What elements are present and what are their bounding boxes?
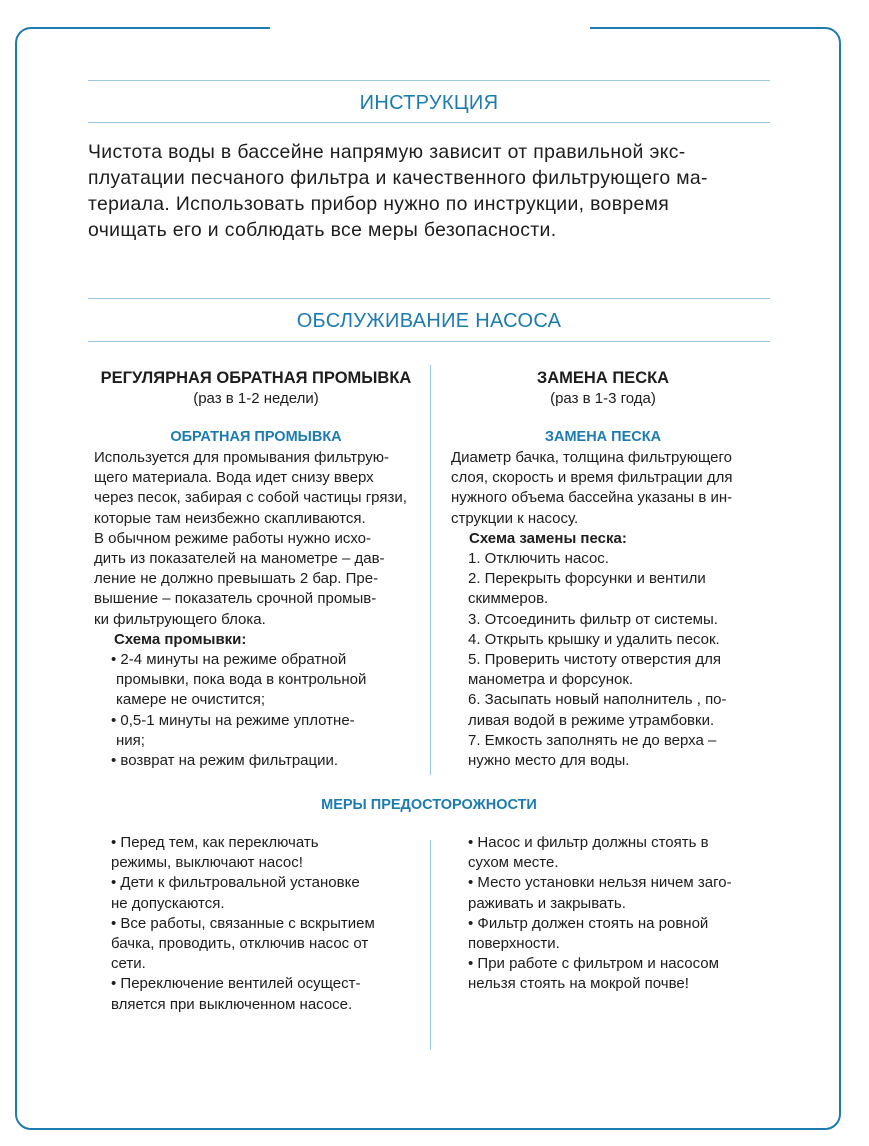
list-item-continuation: ливая водой в режиме утрамбовки.	[468, 711, 715, 729]
sand-replacement-frequency: (раз в 1-3 года)	[550, 390, 656, 407]
list-item: 4. Открыть крышку и удалить песок.	[468, 630, 720, 648]
text-line: которые там неизбежно скапливаются.	[94, 509, 366, 527]
list-item-continuation: сети.	[111, 955, 146, 973]
scheme-title: Схема замены песка:	[469, 529, 627, 547]
list-item: • 0,5-1 минуты на режиме уплотне-	[111, 711, 355, 729]
divider-line	[88, 341, 770, 342]
text-line: ки фильтрующего блока.	[94, 610, 266, 628]
text-line: вышение – показатель срочной промыв-	[94, 590, 377, 608]
column-divider	[430, 365, 431, 775]
list-item: • Перед тем, как переключать	[111, 834, 319, 851]
precautions-heading: МЕРЫ ПРЕДОСТОРОЖНОСТИ	[321, 797, 537, 813]
list-item-continuation: бачка, проводить, отключив насос от	[111, 935, 369, 953]
list-item-continuation: сухом месте.	[468, 854, 559, 872]
list-item-continuation: скиммеров.	[468, 590, 549, 608]
list-item-continuation: промывки, пока вода в контрольной	[116, 671, 367, 689]
frame-gap	[270, 24, 590, 32]
list-item: 6. Засыпать новый наполнитель , по-	[468, 691, 727, 709]
list-item-continuation: вляется при выключенном насосе.	[111, 995, 353, 1013]
intro-line: териала. Использовать прибор нужно по инструкции, вовремя	[88, 193, 670, 215]
list-item: • Насос и фильтр должны стоять в	[468, 834, 709, 851]
backwash-frequency: (раз в 1-2 недели)	[193, 390, 319, 407]
list-item: 2. Перекрыть форсунки и вентили	[468, 570, 706, 588]
list-item: • Место установки нельзя ничем заго-	[468, 874, 732, 892]
sand-replacement-section-title: ЗАМЕНА ПЕСКА	[544, 429, 662, 445]
list-item: • Все работы, связанные с вскрытием	[111, 914, 375, 932]
sand-replacement-title: ЗАМЕНА ПЕСКА	[536, 369, 670, 387]
list-item-continuation: нельзя стоять на мокрой почве!	[468, 975, 689, 993]
divider-line	[88, 80, 770, 81]
intro-line: Чистота воды в бассейне напрямую зависит от правильной экс-	[88, 141, 686, 163]
text-line: Используется для промывания фильтрую-	[94, 449, 390, 466]
list-item: • Дети к фильтровальной установке	[111, 874, 360, 892]
list-item-continuation: манометра и форсунок.	[468, 671, 634, 689]
text-line: нужного объема бассейна указаны в ин-	[451, 489, 733, 507]
list-item-continuation: нужно место для воды.	[468, 752, 630, 770]
backwash-title: РЕГУЛЯРНАЯ ОБРАТНАЯ ПРОМЫВКА	[100, 369, 412, 387]
text-line: Диаметр бачка, толщина фильтрующего	[451, 449, 732, 466]
text-line: слоя, скорость и время фильтрации для	[451, 469, 733, 487]
intro-line: очищать его и соблюдать все меры безопасности.	[88, 219, 557, 241]
text-line: ление не должно превышать 2 бар. Пре-	[94, 570, 379, 588]
instruction-heading: ИНСТРУКЦИЯ	[359, 92, 499, 114]
scheme-title: Схема промывки:	[114, 630, 247, 648]
list-item: • возврат на режим фильтрации.	[111, 752, 339, 770]
instruction-paragraph	[88, 139, 770, 243]
text-line: дить из показателей на манометре – дав-	[94, 550, 385, 568]
backwash-description	[94, 448, 407, 771]
list-item: • Переключение вентилей осущест-	[111, 975, 361, 993]
list-item: 5. Проверить чистоту отверстия для	[468, 651, 722, 669]
list-item-continuation: ния;	[116, 731, 145, 749]
list-item: • 2-4 минуты на режиме обратной	[111, 651, 347, 669]
list-item: • При работе с фильтром и насосом	[468, 955, 719, 973]
list-item-continuation: режимы, выключают насос!	[111, 854, 303, 872]
text-line: через песок, забирая с собой частицы грязи,	[94, 489, 407, 507]
column-divider	[430, 840, 431, 1050]
text-line: струкции к насосу.	[451, 509, 579, 527]
divider-line	[88, 122, 770, 123]
list-item: 3. Отсоединить фильтр от системы.	[468, 610, 718, 628]
maintenance-heading: ОБСЛУЖИВАНИЕ НАСОСА	[296, 310, 562, 332]
list-item: 1. Отключить насос.	[468, 550, 609, 568]
list-item-continuation: камере не очистится;	[116, 691, 265, 709]
precautions-left-list	[94, 833, 375, 1015]
intro-line: плуатации песчаного фильтра и качественного фильтрующего ма-	[88, 167, 708, 189]
text-line: щего материала. Вода идет снизу вверх	[94, 469, 374, 487]
list-item-continuation: не допускаются.	[111, 894, 225, 912]
list-item-continuation: раживать и закрывать.	[468, 894, 626, 912]
list-item-continuation: поверхности.	[468, 935, 560, 953]
sand-replacement-description	[451, 448, 732, 771]
backwash-section-title: ОБРАТНАЯ ПРОМЫВКА	[170, 429, 342, 445]
list-item: • Фильтр должен стоять на ровной	[468, 914, 709, 932]
precautions-right-list	[451, 833, 732, 995]
text-line: В обычном режиме работы нужно исхо-	[94, 529, 371, 547]
divider-line	[88, 298, 770, 299]
list-item: 7. Емкость заполнять не до верха –	[468, 731, 717, 749]
